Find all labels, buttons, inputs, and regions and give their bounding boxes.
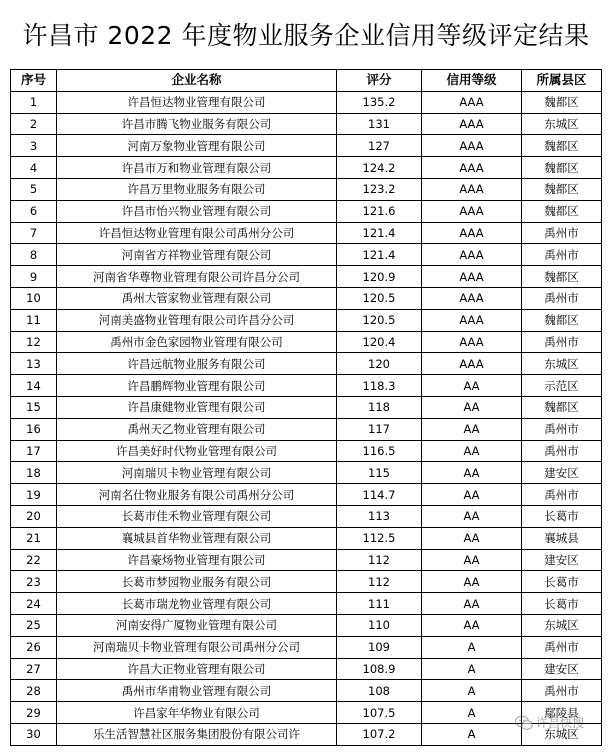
table-row xyxy=(11,614,602,636)
watermark xyxy=(515,714,584,731)
cell-no: 13 xyxy=(11,353,57,375)
cell-company-name: 许昌恒达物业管理有限公司 xyxy=(57,91,337,113)
table-row xyxy=(11,723,602,745)
cell-company-name: 许昌豪炀物业管理有限公司 xyxy=(57,549,337,571)
cell-score: 111 xyxy=(337,593,422,615)
cell-score: 114.7 xyxy=(337,484,422,506)
cell-score: 120.4 xyxy=(337,331,422,353)
cell-credit-grade: AA xyxy=(422,440,522,462)
cell-no: 9 xyxy=(11,266,57,288)
cell-no: 30 xyxy=(11,723,57,745)
cell-no: 14 xyxy=(11,375,57,397)
rating-table xyxy=(10,69,602,746)
cell-district: 魏都区 xyxy=(522,135,602,157)
cell-company-name: 禹州市金色家园物业管理有限公司 xyxy=(57,331,337,353)
cell-score: 116.5 xyxy=(337,440,422,462)
cell-credit-grade: AA xyxy=(422,527,522,549)
cell-no: 4 xyxy=(11,157,57,179)
cell-credit-grade: A xyxy=(422,636,522,658)
cell-credit-grade: AA xyxy=(422,614,522,636)
cell-company-name: 禹州大管家物业管理有限公司 xyxy=(57,287,337,309)
cell-company-name: 长葛市梦园物业服务有限公司 xyxy=(57,571,337,593)
table-row xyxy=(11,222,602,244)
cell-district: 魏都区 xyxy=(522,157,602,179)
cell-district: 禹州市 xyxy=(522,287,602,309)
cell-district: 禹州市 xyxy=(522,680,602,702)
table-row xyxy=(11,440,602,462)
cell-district: 长葛市 xyxy=(522,505,602,527)
table-row xyxy=(11,680,602,702)
cell-no: 26 xyxy=(11,636,57,658)
cell-credit-grade: AA xyxy=(422,484,522,506)
header-score: 评分 xyxy=(337,70,422,92)
cell-company-name: 河南瑞贝卡物业管理有限公司 xyxy=(57,462,337,484)
cell-no: 1 xyxy=(11,91,57,113)
cell-credit-grade: AAA xyxy=(422,157,522,179)
cell-no: 15 xyxy=(11,396,57,418)
header-credit-grade: 信用等级 xyxy=(422,70,522,92)
cell-district: 东城区 xyxy=(522,723,602,745)
cell-company-name: 河南安得广厦物业管理有限公司 xyxy=(57,614,337,636)
table-row xyxy=(11,244,602,266)
cell-no: 2 xyxy=(11,113,57,135)
cell-score: 113 xyxy=(337,505,422,527)
cell-no: 11 xyxy=(11,309,57,331)
wechat-icon xyxy=(515,715,533,731)
cell-score: 121.4 xyxy=(337,222,422,244)
cell-credit-grade: AAA xyxy=(422,113,522,135)
cell-company-name: 许昌恒达物业管理有限公司禹州分公司 xyxy=(57,222,337,244)
cell-district: 禹州市 xyxy=(522,440,602,462)
table-row xyxy=(11,396,602,418)
cell-district: 建安区 xyxy=(522,462,602,484)
cell-score: 120.5 xyxy=(337,287,422,309)
cell-score: 115 xyxy=(337,462,422,484)
cell-no: 27 xyxy=(11,658,57,680)
cell-company-name: 许昌市怡兴物业管理有限公司 xyxy=(57,200,337,222)
cell-company-name: 许昌市万和物业管理有限公司 xyxy=(57,157,337,179)
cell-credit-grade: AA xyxy=(422,462,522,484)
cell-district: 示范区 xyxy=(522,375,602,397)
cell-credit-grade: AAA xyxy=(422,287,522,309)
cell-district: 禹州市 xyxy=(522,418,602,440)
table-row xyxy=(11,353,602,375)
cell-score: 112 xyxy=(337,571,422,593)
cell-company-name: 许昌市腾飞物业服务有限公司 xyxy=(57,113,337,135)
cell-no: 10 xyxy=(11,287,57,309)
cell-credit-grade: A xyxy=(422,680,522,702)
cell-score: 108.9 xyxy=(337,658,422,680)
cell-company-name: 禹州天乙物业管理有限公司 xyxy=(57,418,337,440)
cell-company-name: 河南省方祥物业管理有限公司 xyxy=(57,244,337,266)
cell-no: 20 xyxy=(11,505,57,527)
table-header-row xyxy=(11,70,602,92)
cell-credit-grade: AA xyxy=(422,396,522,418)
cell-credit-grade: A xyxy=(422,658,522,680)
cell-credit-grade: AAA xyxy=(422,135,522,157)
table-row xyxy=(11,113,602,135)
table-row xyxy=(11,549,602,571)
cell-district: 建安区 xyxy=(522,658,602,680)
cell-score: 112.5 xyxy=(337,527,422,549)
cell-credit-grade: AA xyxy=(422,418,522,440)
cell-district: 魏都区 xyxy=(522,178,602,200)
cell-score: 110 xyxy=(337,614,422,636)
cell-credit-grade: AA xyxy=(422,593,522,615)
table-row xyxy=(11,484,602,506)
cell-score: 109 xyxy=(337,636,422,658)
cell-no: 12 xyxy=(11,331,57,353)
cell-score: 117 xyxy=(337,418,422,440)
cell-district: 鄢陵县 xyxy=(522,702,602,724)
table-row xyxy=(11,266,602,288)
cell-company-name: 许昌大正物业管理有限公司 xyxy=(57,658,337,680)
cell-no: 6 xyxy=(11,200,57,222)
cell-company-name: 许昌远航物业服务有限公司 xyxy=(57,353,337,375)
cell-credit-grade: AAA xyxy=(422,244,522,266)
cell-district: 禹州市 xyxy=(522,244,602,266)
table-row xyxy=(11,527,602,549)
cell-district: 东城区 xyxy=(522,614,602,636)
table-row xyxy=(11,200,602,222)
cell-no: 3 xyxy=(11,135,57,157)
cell-no: 8 xyxy=(11,244,57,266)
cell-score: 120.9 xyxy=(337,266,422,288)
cell-credit-grade: AAA xyxy=(422,91,522,113)
cell-credit-grade: AA xyxy=(422,505,522,527)
cell-no: 7 xyxy=(11,222,57,244)
cell-credit-grade: AAA xyxy=(422,178,522,200)
cell-no: 29 xyxy=(11,702,57,724)
cell-company-name: 许昌美好时代物业管理有限公司 xyxy=(57,440,337,462)
cell-no: 23 xyxy=(11,571,57,593)
cell-company-name: 河南万象物业管理有限公司 xyxy=(57,135,337,157)
cell-company-name: 河南美盛物业管理有限公司许昌分公司 xyxy=(57,309,337,331)
cell-district: 魏都区 xyxy=(522,396,602,418)
cell-score: 120.5 xyxy=(337,309,422,331)
cell-score: 120 xyxy=(337,353,422,375)
cell-district: 魏都区 xyxy=(522,309,602,331)
cell-score: 118 xyxy=(337,396,422,418)
cell-credit-grade: AA xyxy=(422,571,522,593)
watermark-text: 许昌快搜 xyxy=(535,716,584,730)
cell-score: 121.6 xyxy=(337,200,422,222)
cell-company-name: 许昌鹏辉物业管理有限公司 xyxy=(57,375,337,397)
cell-credit-grade: A xyxy=(422,723,522,745)
cell-company-name: 许昌万里物业服务有限公司 xyxy=(57,178,337,200)
cell-credit-grade: AA xyxy=(422,549,522,571)
cell-no: 22 xyxy=(11,549,57,571)
cell-company-name: 长葛市瑞龙物业管理有限公司 xyxy=(57,593,337,615)
table-row xyxy=(11,658,602,680)
table-row xyxy=(11,702,602,724)
cell-district: 禹州市 xyxy=(522,484,602,506)
table-row xyxy=(11,91,602,113)
cell-company-name: 许昌家年华物业有限公司 xyxy=(57,702,337,724)
cell-score: 127 xyxy=(337,135,422,157)
header-no: 序号 xyxy=(11,70,57,92)
cell-district: 东城区 xyxy=(522,113,602,135)
cell-company-name: 河南名仕物业服务有限公司禹州分公司 xyxy=(57,484,337,506)
cell-no: 18 xyxy=(11,462,57,484)
cell-district: 长葛市 xyxy=(522,593,602,615)
cell-no: 17 xyxy=(11,440,57,462)
cell-no: 16 xyxy=(11,418,57,440)
cell-credit-grade: AA xyxy=(422,375,522,397)
cell-score: 131 xyxy=(337,113,422,135)
cell-credit-grade: AAA xyxy=(422,309,522,331)
cell-district: 禹州市 xyxy=(522,636,602,658)
cell-no: 25 xyxy=(11,614,57,636)
page-title: 许昌市 2022 年度物业服务企业信用等级评定结果 xyxy=(22,21,590,50)
cell-company-name: 长葛市佳禾物业管理有限公司 xyxy=(57,505,337,527)
table-row xyxy=(11,287,602,309)
cell-score: 118.3 xyxy=(337,375,422,397)
cell-company-name: 襄城县首华物业管理有限公司 xyxy=(57,527,337,549)
cell-district: 东城区 xyxy=(522,353,602,375)
table-row xyxy=(11,375,602,397)
table-row xyxy=(11,462,602,484)
cell-company-name: 河南省华尊物业管理有限公司许昌分公司 xyxy=(57,266,337,288)
table-row xyxy=(11,593,602,615)
table-row xyxy=(11,135,602,157)
cell-no: 19 xyxy=(11,484,57,506)
header-company-name: 企业名称 xyxy=(57,70,337,92)
cell-credit-grade: AAA xyxy=(422,266,522,288)
header-district: 所属县区 xyxy=(522,70,602,92)
cell-company-name: 河南瑞贝卡物业管理有限公司禹州分公司 xyxy=(57,636,337,658)
cell-credit-grade: AAA xyxy=(422,200,522,222)
table-row xyxy=(11,418,602,440)
cell-company-name: 乐生活智慧社区服务集团股份有限公司许 xyxy=(57,723,337,745)
cell-credit-grade: AAA xyxy=(422,353,522,375)
table-row xyxy=(11,178,602,200)
cell-score: 107.2 xyxy=(337,723,422,745)
cell-score: 108 xyxy=(337,680,422,702)
table-row xyxy=(11,636,602,658)
cell-credit-grade: A xyxy=(422,702,522,724)
table-row xyxy=(11,157,602,179)
cell-score: 135.2 xyxy=(337,91,422,113)
cell-district: 魏都区 xyxy=(522,91,602,113)
cell-credit-grade: AAA xyxy=(422,222,522,244)
cell-credit-grade: AAA xyxy=(422,331,522,353)
cell-score: 121.4 xyxy=(337,244,422,266)
cell-district: 禹州市 xyxy=(522,222,602,244)
table-row xyxy=(11,331,602,353)
cell-district: 魏都区 xyxy=(522,266,602,288)
cell-no: 5 xyxy=(11,178,57,200)
cell-score: 123.2 xyxy=(337,178,422,200)
cell-district: 建安区 xyxy=(522,549,602,571)
cell-district: 禹州市 xyxy=(522,331,602,353)
cell-score: 107.5 xyxy=(337,702,422,724)
cell-district: 魏都区 xyxy=(522,200,602,222)
table-row xyxy=(11,571,602,593)
cell-score: 124.2 xyxy=(337,157,422,179)
table-row xyxy=(11,309,602,331)
cell-no: 28 xyxy=(11,680,57,702)
cell-no: 24 xyxy=(11,593,57,615)
cell-district: 襄城县 xyxy=(522,527,602,549)
cell-district: 长葛市 xyxy=(522,571,602,593)
cell-no: 21 xyxy=(11,527,57,549)
table-row xyxy=(11,505,602,527)
cell-company-name: 许昌康健物业管理有限公司 xyxy=(57,396,337,418)
cell-company-name: 禹州市华甫物业管理有限公司 xyxy=(57,680,337,702)
cell-score: 112 xyxy=(337,549,422,571)
